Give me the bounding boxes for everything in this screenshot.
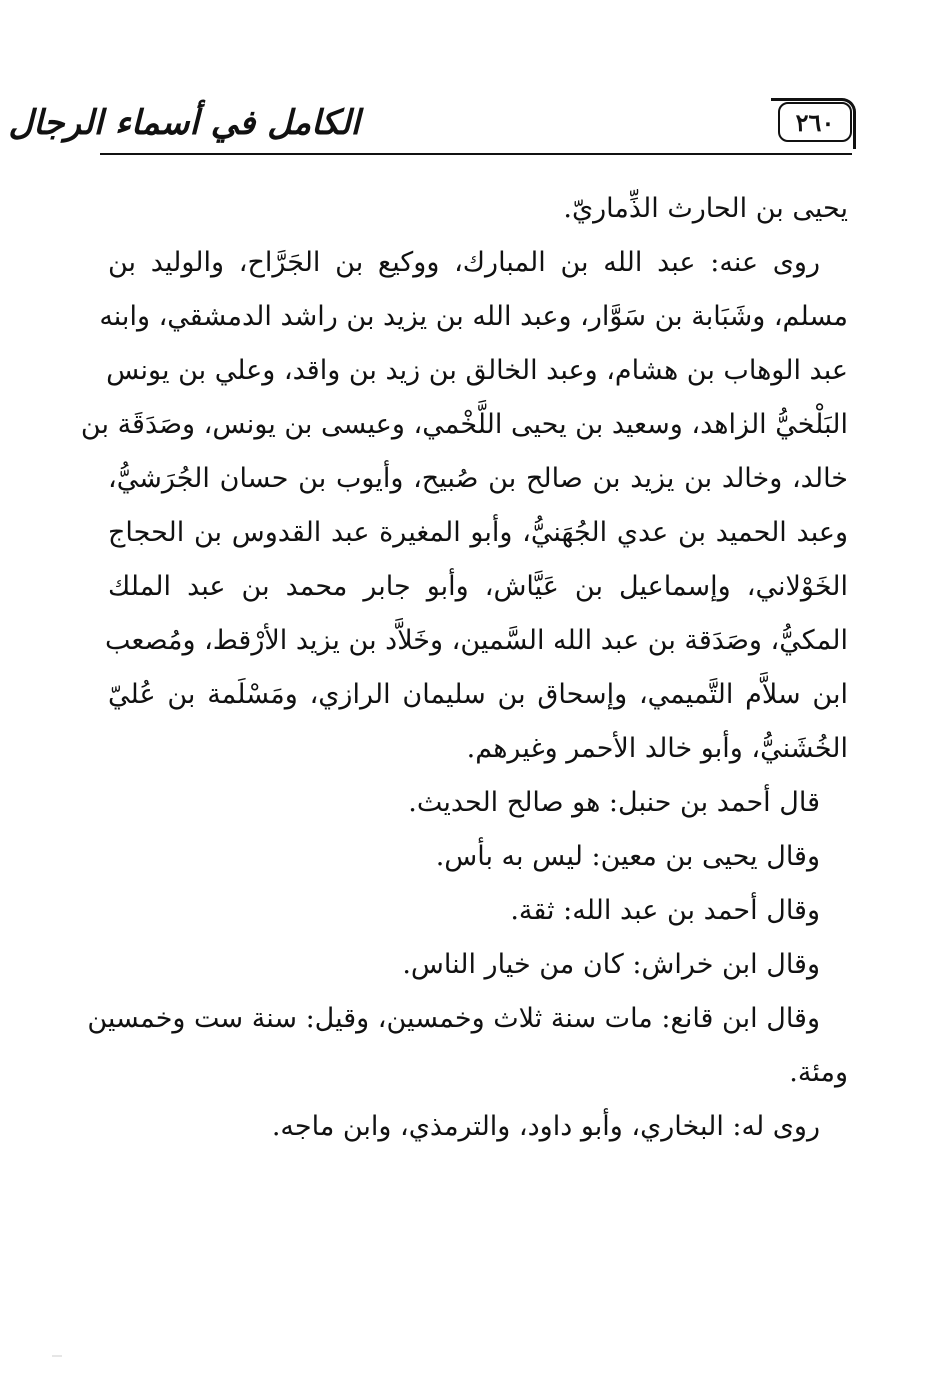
text-line: المكيُّ، وصَدَقة بن عبد الله السَّمين، وخَلاَّد بن يزيد الأرْقط، ومُصعب xyxy=(105,625,848,656)
text-line: وقال ابن قانع: مات سنة ثلاث وخمسين، وقيل: سنة ست وخمسين xyxy=(87,1003,820,1034)
text-line: روى له: البخاري، وأبو داود، والترمذي، وابن ماجه. xyxy=(271,1111,820,1142)
text-line: البَلْخيُّ الزاهد، وسعيد بن يحيى اللَّخْمي، وعيسى بن يونس، وصَدَقَة بن xyxy=(80,409,848,440)
text-line: عبد الوهاب بن هشام، وعبد الخالق بن زيد بن واقد، وعلي بن يونس xyxy=(106,355,848,386)
page-number: ٢٦٠ xyxy=(795,107,835,137)
text-line: وقال أحمد بن عبد الله: ثقة. xyxy=(510,895,820,926)
text-line: مسلم، وشَبَابة بن سَوَّار، وعبد الله بن يزيد بن راشد الدمشقي، وابنه xyxy=(99,301,848,332)
page-header xyxy=(8,92,852,154)
text-line: الخَوْلاني، وإسماعيل بن عَيَّاش، وأبو جابر محمد بن عبد الملك xyxy=(108,571,848,602)
text-line: روى عنه: عبد الله بن المبارك، ووكيع بن الجَرَّاح، والوليد بن xyxy=(108,247,820,278)
text-line: قال أحمد بن حنبل: هو صالح الحديث. xyxy=(408,787,820,818)
text-line: ابن سلاَّم التَّميمي، وإسحاق بن سليمان الرازي، ومَسْلَمة بن عُليّ xyxy=(108,679,848,710)
text-line: وعبد الحميد بن عدي الجُهَنيُّ، وأبو المغيرة عبد القدوس بن الحجاج xyxy=(108,517,848,548)
text-line: خالد، وخالد بن يزيد بن صالح بن صُبيح، وأيوب بن حسان الجُرَشيُّ، xyxy=(108,463,848,494)
body-text xyxy=(80,182,848,1154)
page-number-frame xyxy=(778,102,852,142)
header-rule xyxy=(100,153,852,155)
text-line: يحيى بن الحارث الذِّماريّ. xyxy=(563,193,848,224)
scan-mark xyxy=(52,1355,62,1357)
text-line: الخُشَنيُّ، وأبو خالد الأحمر وغيرهم. xyxy=(466,733,848,764)
text-line: ومئة. xyxy=(789,1057,848,1088)
text-line: وقال ابن خراش: كان من خيار الناس. xyxy=(402,949,820,980)
text-line: وقال يحيى بن معين: ليس به بأس. xyxy=(435,841,820,872)
running-title: الكامل في أسماء الرجال xyxy=(8,103,360,143)
